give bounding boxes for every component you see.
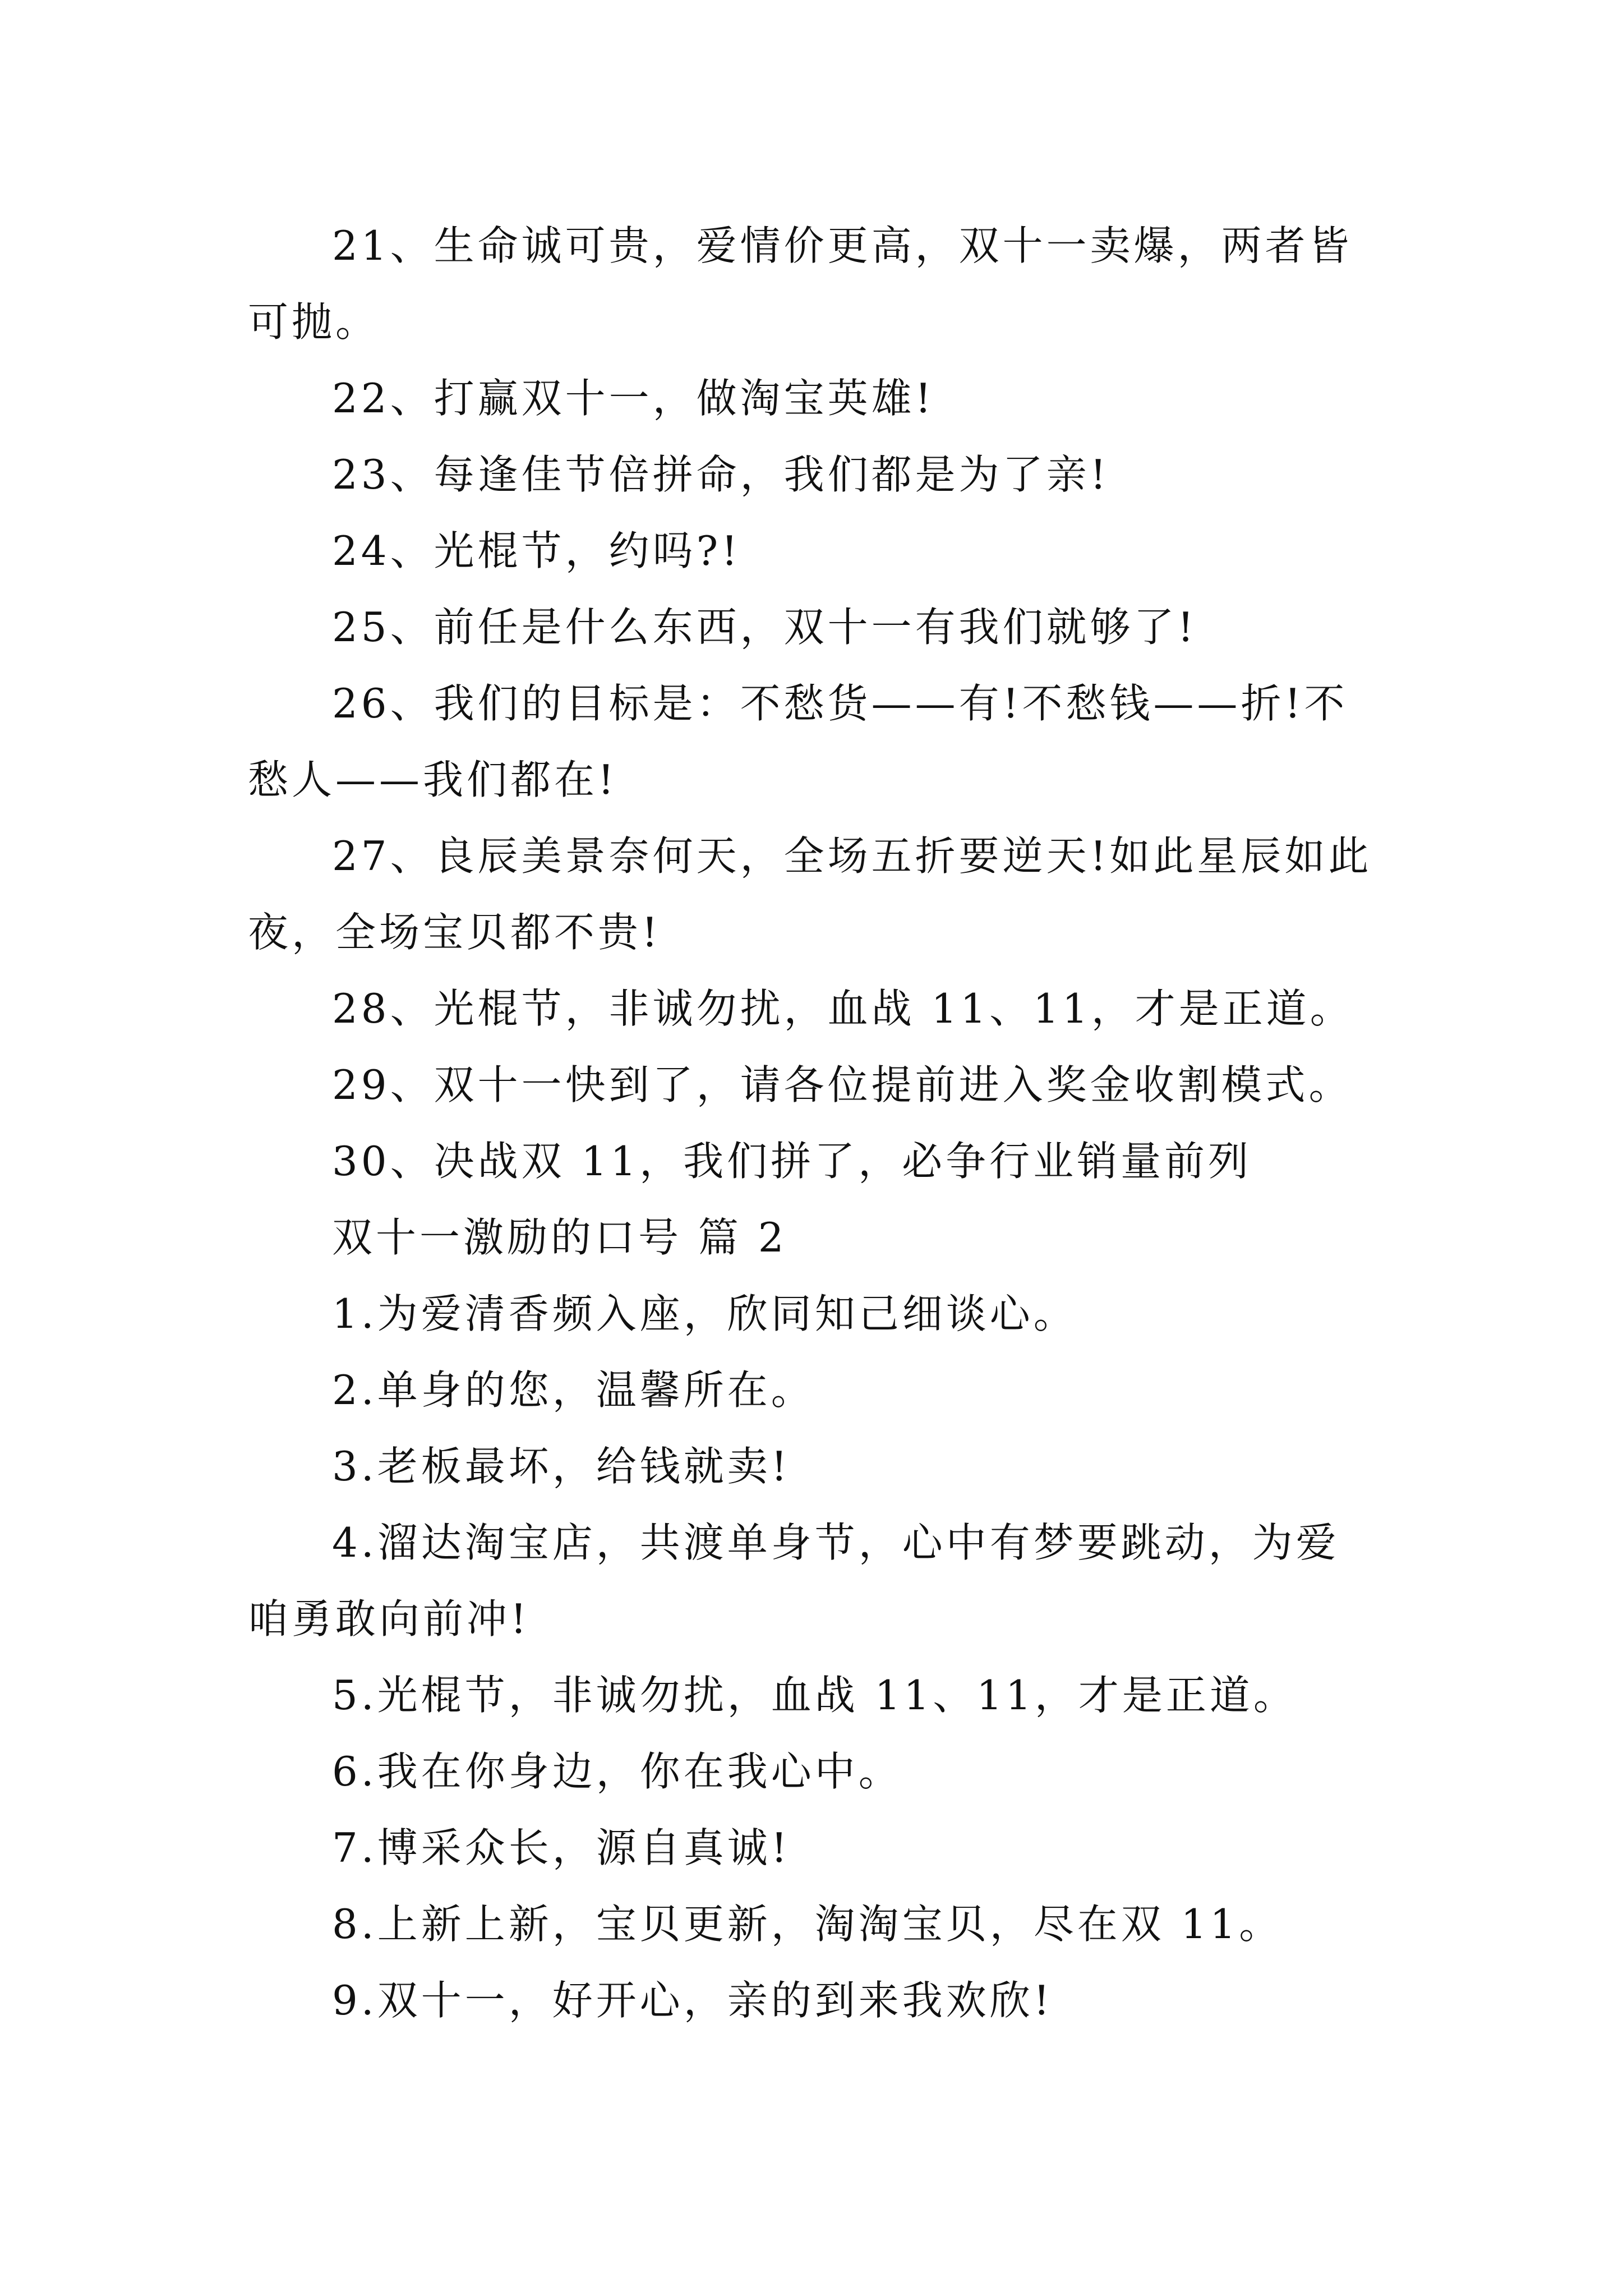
slogan-30: 30、决战双 11，我们拼了，必争行业销量前列 [332, 1138, 1252, 1185]
slogan-26: 26、我们的目标是：不愁货——有!不愁钱——折!不愁人——我们都在! [248, 680, 1348, 803]
slogan-27: 27、良辰美景奈何天，全场五折要逆天!如此星辰如此夜，全场宝贝都不贵! [248, 832, 1372, 956]
document-body [248, 208, 1381, 2039]
slogan-6: 6.我在你身边，你在我心中。 [332, 1748, 902, 1795]
slogan-8: 8.上新上新，宝贝更新，淘淘宝贝，尽在双 11。 [332, 1901, 1283, 1948]
slogan-22: 22、打赢双十一，做淘宝英雄! [332, 375, 935, 422]
slogan-23: 23、每逢佳节倍拼命，我们都是为了亲! [332, 451, 1110, 498]
slogan-28: 28、光棍节，非诚勿扰，血战 11、11，才是正道。 [332, 985, 1354, 1032]
slogan-2: 2.单身的您，温馨所在。 [332, 1366, 815, 1414]
slogan-4: 4.溜达淘宝店，共渡单身节，心中有梦要跳动，为爱咱勇敢向前冲! [248, 1519, 1340, 1642]
slogan-25: 25、前任是什么东西，双十一有我们就够了! [332, 604, 1197, 651]
slogan-21: 21、生命诚可贵，爱情价更高，双十一卖爆，两者皆可抛。 [248, 222, 1353, 346]
slogan-24: 24、光棍节，约吗?! [332, 527, 741, 574]
slogan-5: 5.光棍节，非诚勿扰，血战 11、11，才是正道。 [332, 1672, 1297, 1719]
slogan-7: 7.博采众长，源自真诚! [332, 1824, 791, 1871]
section-heading: 双十一激励的口号 篇 2 [332, 1214, 787, 1261]
slogan-9: 9.双十一，好开心，亲的到来我欢欣! [332, 1977, 1053, 2024]
slogan-1: 1.为爱清香频入座，欣同知己细谈心。 [332, 1290, 1077, 1337]
slogan-29: 29、双十一快到了，请各位提前进入奖金收割模式。 [332, 1061, 1353, 1108]
slogan-3: 3.老板最坏，给钱就卖! [332, 1443, 791, 1490]
